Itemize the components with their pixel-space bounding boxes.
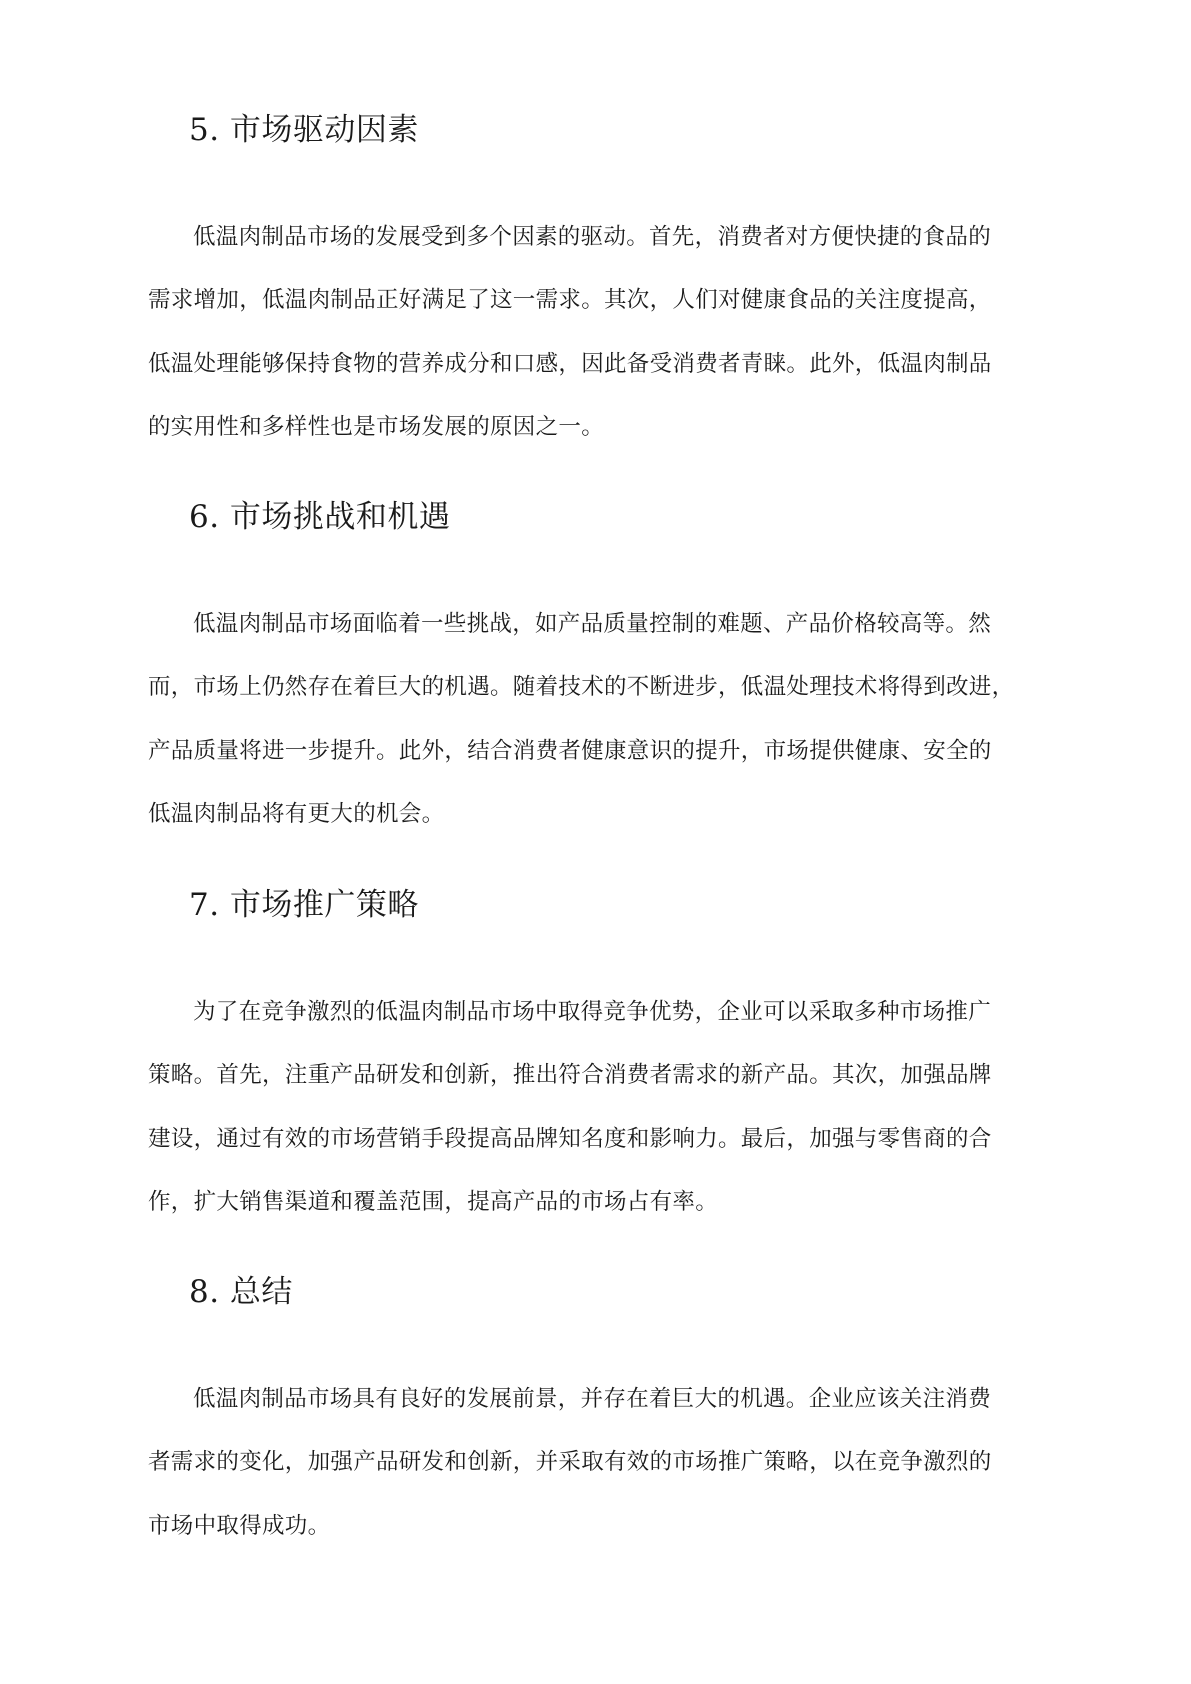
paragraph-line: 低温肉制品市场面临着一些挑战，如产品质量控制的难题、产品价格较高等。然 bbox=[193, 611, 992, 637]
paragraph-line: 作，扩大销售渠道和覆盖范围，提高产品的市场占有率。 bbox=[148, 1188, 719, 1215]
paragraph-line: 而，市场上仍然存在着巨大的机遇。随着技术的不断进步，低温处理技术将得到改进， bbox=[148, 674, 1015, 701]
section-heading-summary: 8. 总结 bbox=[189, 1274, 293, 1310]
paragraph-line: 者需求的变化，加强产品研发和创新，并采取有效的市场推广策略，以在竞争激烈的 bbox=[148, 1449, 992, 1476]
paragraph-line: 低温肉制品市场具有良好的发展前景，并存在着巨大的机遇。企业应该关注消费 bbox=[193, 1386, 992, 1412]
paragraph-line: 低温处理能够保持食物的营养成分和口感，因此备受消费者青睐。此外，低温肉制品 bbox=[148, 350, 992, 377]
paragraph-challenges-opportunities bbox=[148, 593, 1048, 846]
paragraph-line: 产品质量将进一步提升。此外，结合消费者健康意识的提升，市场提供健康、安全的 bbox=[148, 737, 992, 764]
paragraph-line: 低温肉制品市场的发展受到多个因素的驱动。首先，消费者对方便快捷的食品的 bbox=[193, 224, 992, 250]
paragraph-summary bbox=[148, 1368, 1048, 1558]
paragraph-line: 建设，通过有效的市场营销手段提高品牌知名度和影响力。最后，加强与零售商的合 bbox=[148, 1125, 992, 1152]
paragraph-market-drivers bbox=[148, 206, 1048, 459]
paragraph-line: 策略。首先，注重产品研发和创新，推出符合消费者需求的新产品。其次，加强品牌 bbox=[148, 1062, 992, 1089]
section-heading-market-drivers: 5. 市场驱动因素 bbox=[189, 112, 419, 148]
section-heading-challenges-opportunities: 6. 市场挑战和机遇 bbox=[189, 499, 451, 535]
paragraph-line: 需求增加，低温肉制品正好满足了这一需求。其次，人们对健康食品的关注度提高， bbox=[148, 287, 992, 314]
section-heading-promotion-strategy: 7. 市场推广策略 bbox=[189, 887, 419, 923]
paragraph-line: 的实用性和多样性也是市场发展的原因之一。 bbox=[148, 413, 605, 440]
paragraph-line: 为了在竞争激烈的低温肉制品市场中取得竞争优势，企业可以采取多种市场推广 bbox=[193, 999, 992, 1025]
paragraph-line: 低温肉制品将有更大的机会。 bbox=[148, 800, 445, 827]
paragraph-promotion-strategy bbox=[148, 981, 1048, 1234]
paragraph-line: 市场中取得成功。 bbox=[148, 1512, 331, 1539]
